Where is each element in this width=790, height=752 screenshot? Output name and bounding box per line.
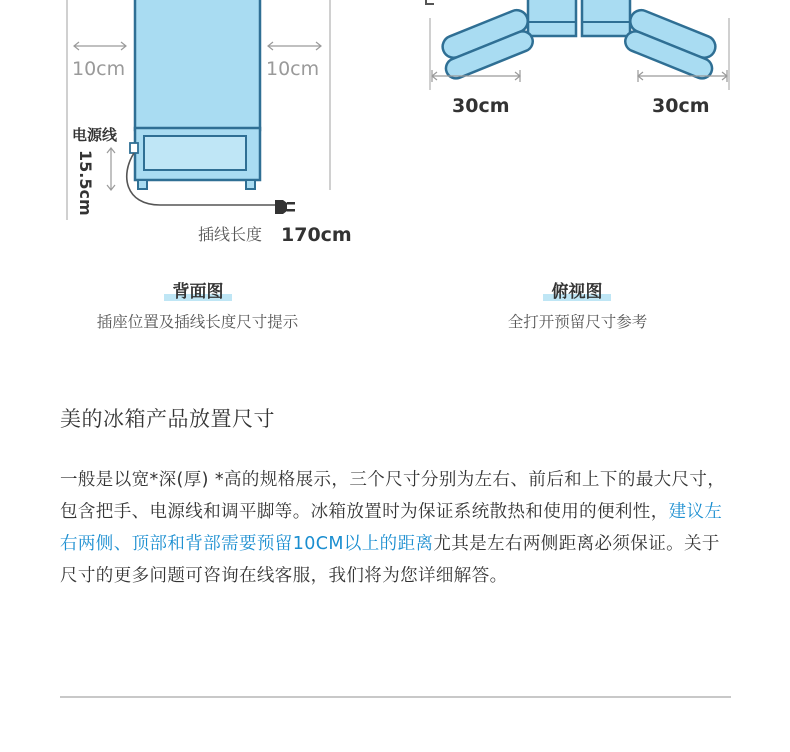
bottom-divider	[60, 696, 731, 698]
power-cord-label: 电源线	[72, 126, 118, 144]
section-title: 美的冰箱产品放置尺寸	[60, 407, 275, 431]
right-open-door	[619, 7, 723, 82]
left-gap-label: 10cm	[72, 58, 126, 80]
fridge-top-left-drawer	[528, 0, 576, 36]
para-text-2: 尤其是左右两侧距离必须保证。关于尺寸的更多问题可咨询在线客服，我们将为您详细解答。	[60, 534, 720, 586]
left-open-door	[435, 7, 539, 82]
top-view-subtitle: 全打开预留尺寸参考	[507, 313, 648, 331]
right-gap-label: 10cm	[266, 58, 320, 80]
fridge-foot-left	[138, 180, 147, 189]
placement-description	[60, 464, 735, 592]
right-gap-arrow	[268, 42, 321, 50]
para-highlight: 建议左右两侧、顶部和背部需要预留10CM以上的距离	[60, 502, 723, 554]
top-view-title: 俯视图	[543, 277, 611, 302]
height-arrow	[107, 148, 115, 190]
left-clearance-label: 30cm	[452, 95, 510, 117]
plug-length-value: 170cm	[281, 224, 352, 246]
back-view-title: 背面图	[164, 277, 232, 302]
fridge-back-body	[135, 0, 260, 130]
power-outlet	[130, 143, 138, 153]
top-left-corner	[426, 0, 434, 4]
right-clearance-label: 30cm	[652, 95, 710, 117]
placement-diagram	[0, 0, 790, 340]
plug-length-label: 插线长度	[198, 225, 263, 244]
compressor-panel	[144, 136, 246, 170]
back-view-subtitle: 插座位置及插线长度尺寸提示	[96, 313, 299, 331]
left-gap-arrow	[74, 42, 126, 50]
fridge-foot-right	[246, 180, 255, 189]
height-label: 15.5cm	[76, 150, 95, 216]
plug-icon	[275, 200, 295, 214]
para-text-1: 一般是以宽*深(厚) *高的规格展示，三个尺寸分别为左右、前后和上下的最大尺寸，包含把手、电源线和调平脚等。冰箱放置时为保证系统散热和使用的便利性，	[60, 470, 726, 522]
fridge-top-right-drawer	[582, 0, 630, 36]
back-view-diagram	[67, 0, 352, 246]
top-view-diagram	[426, 0, 729, 117]
